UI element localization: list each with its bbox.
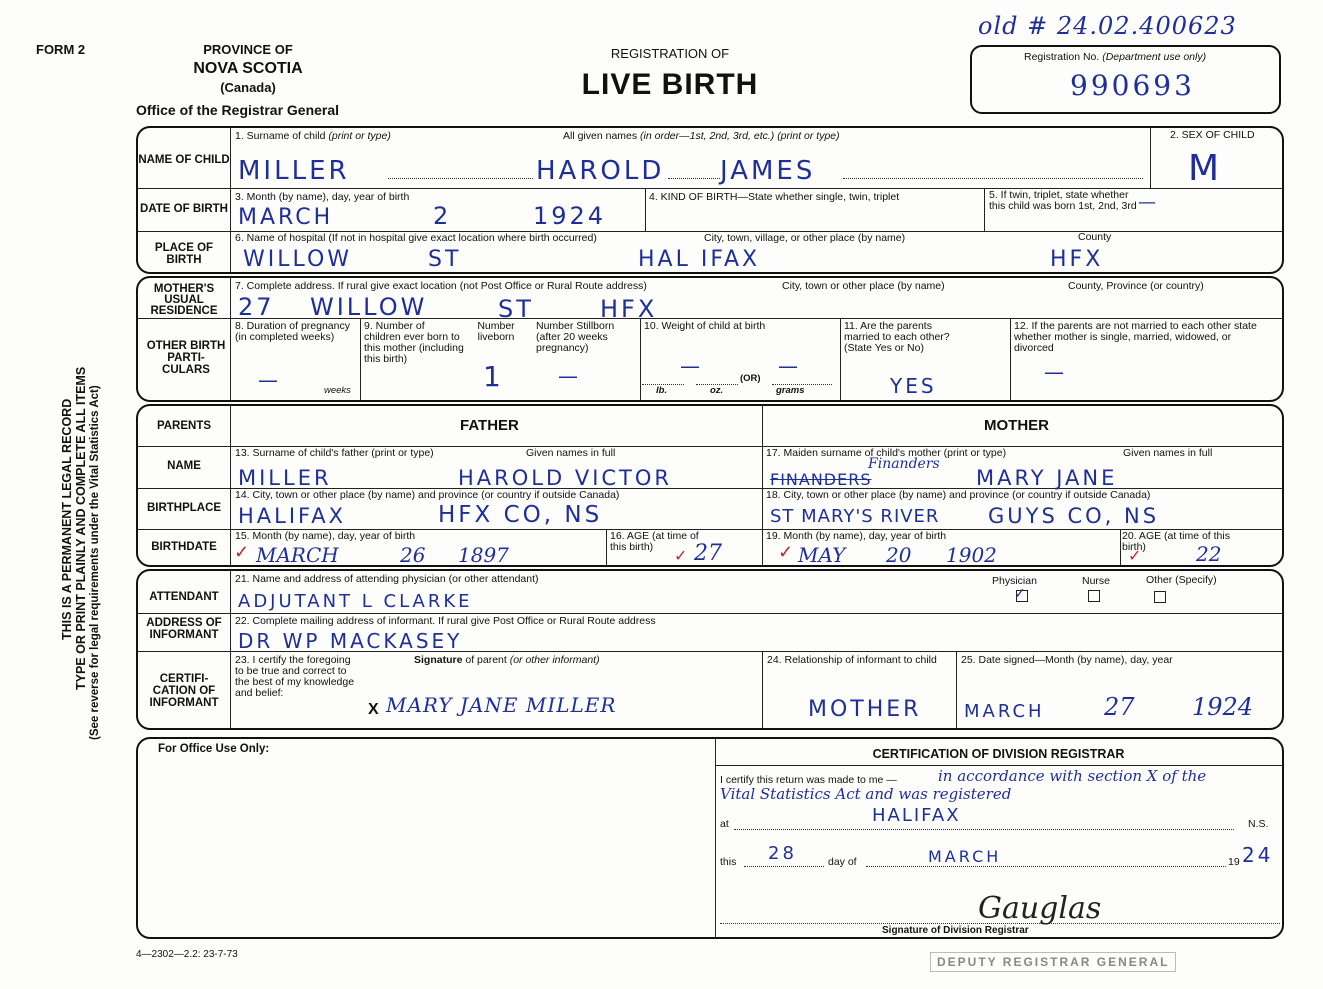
field-7-label: 7. Complete address. If rural give exact location (not Post Office or Rural Route address) <box>235 280 647 292</box>
registrar-signature: Gauglas <box>978 891 1102 926</box>
side-print-plainly: TYPE OR PRINT PLAINLY AND COMPLETE ALL ITEMS <box>74 366 88 690</box>
date-signed-day: 27 <box>1104 693 1135 721</box>
this-label: this <box>720 856 737 868</box>
field-19-label: 19. Month (by name), day, year of birth <box>766 530 947 542</box>
mother-surname-correction: Finanders <box>868 456 940 472</box>
old-number: old # 24.02.400623 <box>978 12 1237 40</box>
mother-age: 22 <box>1196 542 1222 566</box>
province-line2: NOVA SCOTIA <box>193 60 303 77</box>
row-label-name: NAME <box>167 460 201 472</box>
pob-location-1: WILLOW <box>243 247 353 272</box>
registration-of: REGISTRATION OF <box>610 46 730 61</box>
live-birth-title: LIVE BIRTH <box>581 68 759 101</box>
field-8-label: 8. Duration of pregnancy (in completed weeks) <box>235 320 350 343</box>
weight-or: (OR) <box>740 373 761 384</box>
mother-dob-day: 20 <box>886 543 912 567</box>
father-dob-month: MARCH <box>256 543 339 567</box>
row-label-mothers-residence: MOTHER'S USUAL RESIDENCE <box>150 283 218 317</box>
field-9-label: 9. Number of children ever born to this mother (including this birth) <box>364 320 464 365</box>
nurse-label: Nurse <box>1082 575 1111 587</box>
field-18-label: 18. City, town or other place (by name) and province (or country if outside Canada) <box>766 489 1151 501</box>
field-16-label: 16. AGE (at time of this birth) <box>610 530 699 553</box>
field-10-label: 10. Weight of child at birth <box>644 320 766 332</box>
field-15-label: 15. Month (by name), day, year of birth <box>235 530 416 542</box>
stillborn-label: Number Stillborn (after 20 weeks pregnancy) <box>536 320 615 354</box>
side-permanent-record: THIS IS A PERMANENT LEGAL RECORD <box>60 398 74 640</box>
office-registrar: Office of the Registrar General <box>136 102 340 118</box>
mother-dob-year: 1902 <box>946 543 997 567</box>
grams-label: grams <box>776 385 805 396</box>
row-label-place-of-birth: PLACE OF BIRTH <box>154 242 214 266</box>
field-17-label: 17. Maiden surname of child's mother (print or type) <box>766 447 1007 459</box>
month-value: MARCH <box>928 847 1002 866</box>
field-6-label: 6. Name of hospital (If not in hospital give exact location where birth occurred) <box>235 232 597 244</box>
child-section <box>136 126 1284 274</box>
office-section <box>136 737 1284 939</box>
signature-label: Signature of parent (or other informant) <box>414 654 600 666</box>
year-prefix: 19 <box>1228 856 1240 868</box>
province-line3: (Canada) <box>220 80 276 95</box>
residence-number: 27 <box>238 293 275 321</box>
attendant-value: ADJUTANT L CLARKE <box>238 591 473 612</box>
signature-x: X <box>368 701 379 718</box>
residence-city-label: City, town or other place (by name) <box>782 280 945 292</box>
mother-age-check: ✓ <box>1128 548 1142 565</box>
father-dob-check: ✓ <box>234 542 250 562</box>
father-given: HAROLD VICTOR <box>458 466 672 490</box>
office-use-label: For Office Use Only: <box>158 743 270 755</box>
field-8-value: — <box>258 368 281 392</box>
cert-division-heading: CERTIFICATION OF DIVISION REGISTRAR <box>872 747 1125 761</box>
attendant-section <box>136 569 1284 730</box>
field-12-label: 12. If the parents are not married to each other state whether mother is single, married, widowed, or divorced <box>1014 320 1257 354</box>
pob-city: HAL IFAX <box>638 247 761 272</box>
at-value: HALIFAX <box>872 805 961 826</box>
father-birthplace-2: HFX CO, NS <box>438 502 603 528</box>
father-dob-year: 1897 <box>458 543 509 567</box>
row-label-cert-informant: CERTIFI- CATION OF INFORMANT <box>149 673 219 709</box>
at-label: at <box>720 818 729 830</box>
field-13-label: 13. Surname of child's father (print or type) <box>235 447 434 459</box>
relationship-value: MOTHER <box>808 697 922 722</box>
row-label-birthplace: BIRTHPLACE <box>146 502 222 514</box>
pob-location-2: ST <box>428 247 462 272</box>
field-5-label: 5. If twin, triplet, state whether this child was born 1st, 2nd, 3rd <box>989 189 1137 212</box>
field-22-label: 22. Complete mailing address of informant. If rural give Post Office or Rural Route address <box>235 615 656 627</box>
residence-street: WILLOW <box>310 293 428 321</box>
field-17-given: Given names in full <box>1123 447 1213 459</box>
signature-division-registrar-label: Signature of Division Registrar <box>882 925 1029 936</box>
nurse-checkbox[interactable] <box>1088 590 1100 602</box>
row-label-attendant: ATTENDANT <box>149 591 219 603</box>
mother-heading: MOTHER <box>984 417 1049 434</box>
date-signed-year: 1924 <box>1192 693 1254 721</box>
certify-handwriting-1: in accordance with section X of the <box>938 767 1207 785</box>
field-4-label: 4. KIND OF BIRTH—State whether single, twin, triplet <box>649 191 900 203</box>
dob-month: MARCH <box>238 205 334 230</box>
child-surname: MILLER <box>238 156 350 186</box>
certify-text: I certify this return was made to me — <box>720 774 897 786</box>
form-number: FORM 2 <box>36 42 86 57</box>
liveborn-label: Number liveborn <box>477 320 515 343</box>
field-11-value: YES <box>890 374 937 398</box>
field-23-label: 23. I certify the foregoing to be true and correct to the best of my knowledge and belief: <box>235 654 355 699</box>
parents-section <box>136 404 1284 567</box>
father-surname: MILLER <box>238 466 332 490</box>
dob-day: 2 <box>433 202 452 230</box>
weight-value-1: — <box>680 354 703 378</box>
given-names-label: All given names (in order—1st, 2nd, 3rd, etc.) (print or type) <box>563 130 840 142</box>
father-age-check: ✓ <box>674 548 688 565</box>
oz-label: oz. <box>710 385 724 396</box>
informant-address-value: DR WP MACKASEY <box>238 629 463 653</box>
weight-value-2: — <box>778 354 801 378</box>
date-signed-month: MARCH <box>964 701 1045 722</box>
county-label: County <box>1078 231 1112 243</box>
other-label: Other (Specify) <box>1146 574 1217 586</box>
field-12-value: — <box>1044 360 1067 384</box>
field-24-label: 24. Relationship of informant to child <box>767 654 937 666</box>
registration-no-value: 990693 <box>1070 69 1195 102</box>
mother-birthplace-2: GUYS CO, NS <box>988 504 1160 528</box>
field-25-label: 25. Date signed—Month (by name), day, year <box>961 654 1173 666</box>
liveborn-value: 1 <box>483 360 504 393</box>
father-birthplace-1: HALIFAX <box>238 504 346 528</box>
child-given-1: HAROLD <box>536 156 665 186</box>
field-1-label: 1. Surname of child (print or type) <box>235 130 391 142</box>
weeks-label: weeks <box>324 385 351 396</box>
row-label-address-informant: ADDRESS OF INFORMANT <box>146 617 222 641</box>
deputy-registrar-stamp: DEPUTY REGISTRAR GENERAL <box>930 952 1176 972</box>
ns-label: N.S. <box>1248 818 1269 830</box>
day-value: 28 <box>768 843 797 864</box>
child-given-2: JAMES <box>720 156 816 186</box>
residence-st: ST <box>498 295 534 323</box>
field-11-label: 11. Are the parents married to each other? (State Yes or No) <box>844 320 950 354</box>
residence-city: HFX <box>600 295 658 323</box>
field-13-given: Given names in full <box>526 447 616 459</box>
registration-no-label: Registration No. (Department use only) <box>1024 51 1207 63</box>
side-text <box>60 120 102 800</box>
residence-county-label: County, Province (or country) <box>1068 280 1204 292</box>
child-sex: M <box>1188 148 1223 189</box>
year-value: 24 <box>1242 843 1274 867</box>
row-label-parents: PARENTS <box>156 420 212 432</box>
mother-dob-month: MAY <box>798 543 846 567</box>
form-code: 4—2302—2.2: 23-7-73 <box>136 949 238 960</box>
dob-year: 1924 <box>533 202 607 230</box>
father-heading: FATHER <box>460 417 519 434</box>
row-label-name-of-child: NAME OF CHILD <box>138 154 230 166</box>
field-2-label: 2. SEX OF CHILD <box>1170 129 1255 141</box>
row-label-date-of-birth: DATE OF BIRTH <box>140 203 228 215</box>
row-label-birthdate: BIRTHDATE <box>151 541 217 553</box>
mother-given: MARY JANE <box>976 466 1118 490</box>
certify-handwriting-2: Vital Statistics Act and was registered <box>720 785 1012 803</box>
lb-label: lb. <box>656 385 668 396</box>
field-14-label: 14. City, town or other place (by name) and province (or country if outside Canada) <box>235 489 620 501</box>
field-21-label: 21. Name and address of attending physician (or other attendant) <box>235 573 539 585</box>
field-3-label: 3. Month (by name), day, year of birth <box>235 191 410 203</box>
mother-dob-check: ✓ <box>778 542 794 562</box>
day-of-label: day of <box>828 856 857 868</box>
mother-birthplace-1: ST MARY'S RIVER <box>770 506 940 527</box>
field-20-label: 20. AGE (at time of this birth) <box>1122 530 1230 553</box>
city-label: City, town, village, or other place (by name) <box>704 232 906 244</box>
father-dob-day: 26 <box>400 543 426 567</box>
informant-signature: MARY JANE MILLER <box>386 693 617 717</box>
physician-label: Physician <box>992 575 1037 587</box>
field-5-value: — <box>1138 192 1159 213</box>
physician-check-mark: ✓ <box>1014 585 1026 601</box>
side-see-reverse: (See reverse for legal requirements under the Vital Statistics Act) <box>89 385 101 740</box>
mother-residence-section <box>136 276 1284 402</box>
stillborn-value: — <box>558 364 581 388</box>
pob-county: HFX <box>1050 247 1104 272</box>
father-age: 27 <box>694 541 722 566</box>
mother-surname-struck: FINANDERS <box>770 470 872 489</box>
registration-no-box <box>970 45 1281 114</box>
other-checkbox[interactable] <box>1154 591 1166 603</box>
row-label-other-birth: OTHER BIRTH PARTI- CULARS <box>146 340 226 376</box>
province-line1: PROVINCE OF <box>203 42 293 57</box>
